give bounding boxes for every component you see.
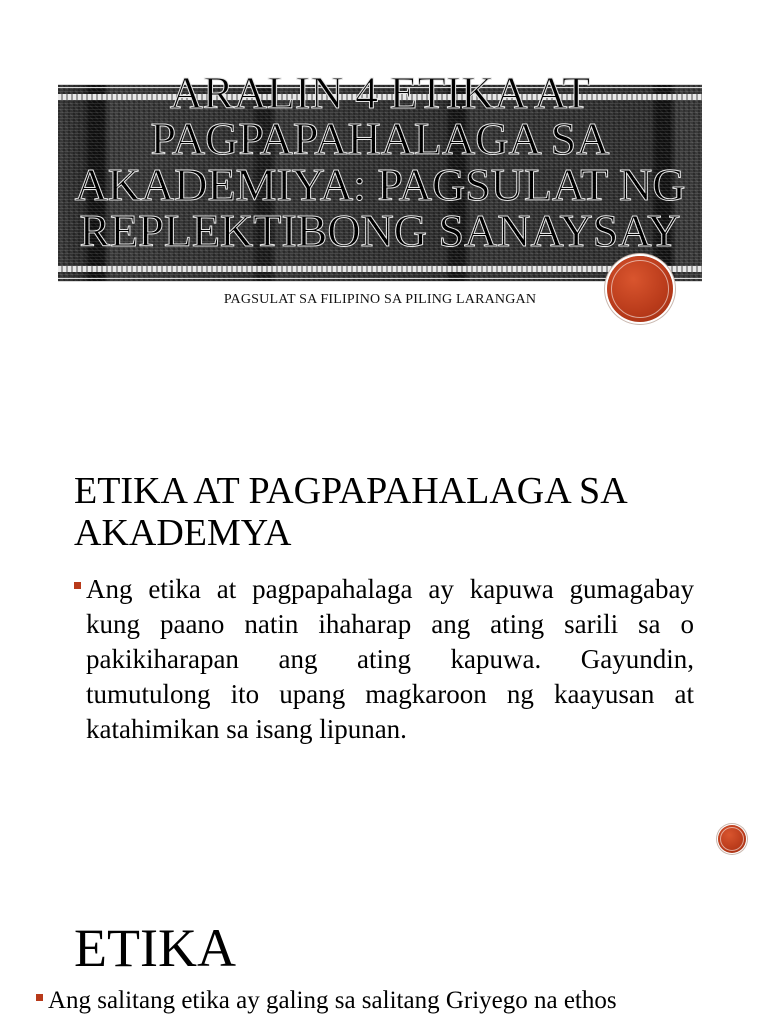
bullet-text: Ang etika at pagpapahalaga ay kapuwa gumagabay kung paano natin ihaharap ang ating sarili sa o pakikiharapan ang ating kapuwa. Gayundin, tumutulong ito upang magkaroon ng kaayusan at katahimikan sa isang lipunan. [86, 574, 694, 744]
slide-subtitle: PAGSULAT SA FILIPINO SA PILING LARANGAN [223, 292, 537, 307]
square-bullet-icon [36, 994, 43, 1001]
list-item [36, 984, 736, 1017]
list-item [74, 572, 694, 747]
slide-heading-etika: ETIKA [74, 918, 236, 978]
slide-title: ARALIN 4 ETIKA AT PAGPAPAHALAGA SA AKADEMIYA: PAGSULAT NG REPLEKTIBONG SANAYSAY [74, 67, 686, 256]
square-bullet-icon [74, 582, 81, 589]
title-slide [0, 0, 768, 340]
bullet-text: Ang salitang etika ay galing sa salitang Griyego na ethos [48, 987, 617, 1014]
orange-circle-icon [607, 256, 673, 322]
slide-heading: ETIKA AT PAGPAPAHALAGA SA AKADEMYA [74, 470, 626, 554]
orange-circle-icon [718, 825, 746, 853]
banner-stripe-bottom [58, 266, 702, 272]
